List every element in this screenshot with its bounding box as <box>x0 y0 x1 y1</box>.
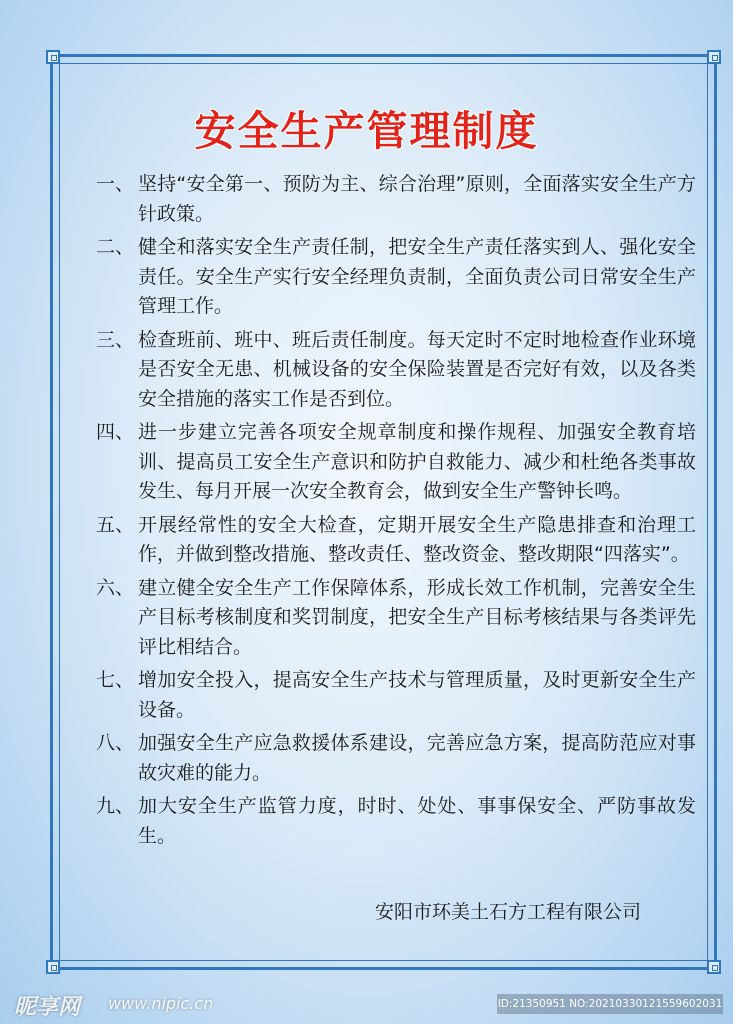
rule-number: 八、 <box>96 732 135 754</box>
rule-item-7 <box>96 666 696 725</box>
rule-number: 二、 <box>96 236 135 258</box>
rule-text: 加强安全生产应急救援体系建设，完善应急方案，提高防范应对事故灾难的能力。 <box>138 732 696 784</box>
rule-number: 四、 <box>96 421 135 443</box>
rule-text: 加大安全生产监管力度，时时、处处、事事保安全、严防事故发生。 <box>138 795 696 847</box>
corner-ornament-bottom-right <box>707 960 721 974</box>
rule-item-1 <box>96 170 696 229</box>
rule-number: 五、 <box>96 513 135 536</box>
rule-text: 进一步建立完善各项安全规章制度和操作规程、加强安全教育培训、提高员工安全生产意识和防护自救能力、减少和杜绝各类事故发生、每月开展一次安全教育会，做到安全生产警钟长鸣。 <box>138 421 696 502</box>
corner-ornament-top-right <box>707 50 721 64</box>
image-id-label: ID:21350951 NO:20210330121559602031 <box>497 994 723 1014</box>
corner-ornament-top-left <box>46 50 60 64</box>
rule-text: 健全和落实安全生产责任制，把安全生产责任落实到人、强化安全责任。安全生产实行安全经理负责制，全面负责公司日常安全生产管理工作。 <box>138 236 696 317</box>
rule-number: 九、 <box>96 795 135 817</box>
rule-item-8 <box>96 729 696 788</box>
rule-item-6 <box>96 574 696 663</box>
rule-item-9 <box>96 792 696 851</box>
rule-text: 坚持“安全第一、预防为主、综合治理”原则，全面落实安全生产方针政策。 <box>138 173 696 225</box>
company-name: 安阳市环美土石方工程有限公司 <box>375 901 642 923</box>
rule-item-3 <box>96 326 696 415</box>
rule-text: 检查班前、班中、班后责任制度。每天定时不定时地检查作业环境是否安全无患、机械设备的安全保险装置是否完好有效，以及各类安全措施的落实工作是否到位。 <box>138 328 696 410</box>
page-title: 安全生产管理制度 <box>194 107 539 155</box>
rule-item-5 <box>96 511 696 570</box>
rule-number: 三、 <box>96 328 135 351</box>
rule-number: 一、 <box>96 173 135 195</box>
rule-item-2 <box>96 233 696 322</box>
rule-item-4 <box>96 418 696 507</box>
rule-text: 增加安全投入，提高安全生产技术与管理质量，及时更新安全生产设备。 <box>138 669 696 721</box>
watermark-logo: 昵享网 <box>14 995 81 1020</box>
rules-list <box>96 170 696 855</box>
rule-number: 六、 <box>96 576 135 599</box>
rule-text: 建立健全安全生产工作保障体系，形成长效工作机制，完善安全生产目标考核制度和奖罚制度，把安全生产目标考核结果与各类评先评比相结合。 <box>138 576 696 658</box>
rule-number: 七、 <box>96 669 135 691</box>
corner-ornament-bottom-left <box>46 960 60 974</box>
watermark-url: www.nipic.cn <box>108 994 214 1013</box>
rule-text: 开展经常性的安全大检查，定期开展安全生产隐患排查和治理工作，并做到整改措施、整改责任、整改资金、整改期限“四落实”。 <box>138 513 696 565</box>
